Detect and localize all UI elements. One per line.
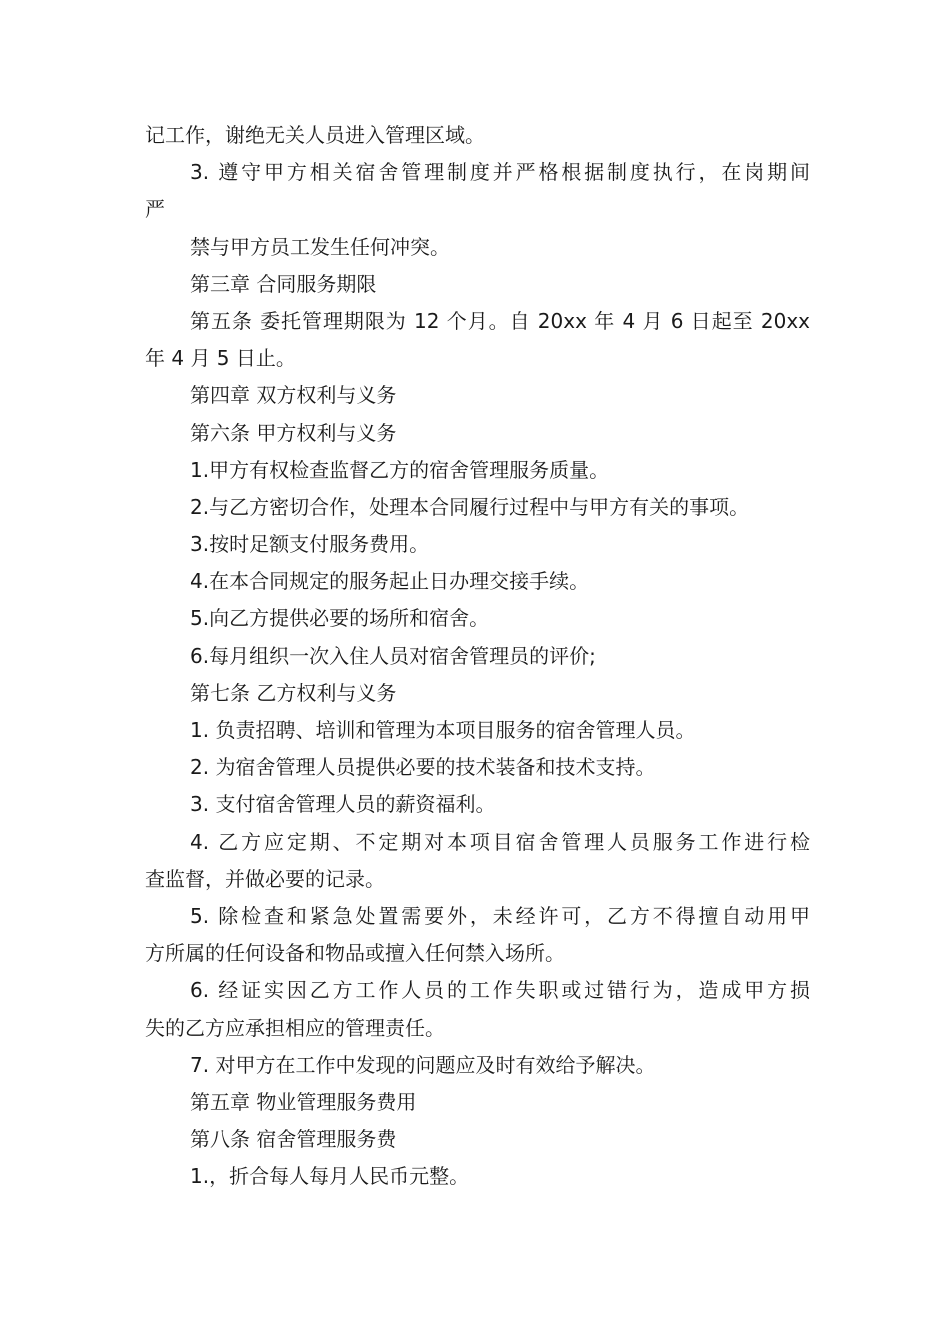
list-item: 6. 经证实因乙方工作人员的工作失职或过错行为，造成甲方损	[190, 978, 810, 1003]
document-body	[145, 117, 810, 1195]
list-item: 2. 为宿舍管理人员提供必要的技术装备和技术支持。	[190, 755, 656, 780]
list-item: 3.按时足额支付服务费用。	[190, 532, 430, 557]
article-heading: 第六条 甲方权利与义务	[190, 420, 397, 445]
list-item: 1. 负责招聘、培训和管理为本项目服务的宿舍管理人员。	[190, 718, 696, 742]
text-line: 查监督，并做必要的记录。	[145, 866, 385, 891]
list-item: 1.甲方有权检查监督乙方的宿舍管理服务质量。	[190, 457, 610, 482]
text-line: 严	[145, 197, 165, 222]
list-item: 7. 对甲方在工作中发现的问题应及时有效给予解决。	[190, 1052, 656, 1077]
text-line: 记工作，谢绝无关人员进入管理区域。	[145, 123, 485, 147]
list-item: 4. 乙方应定期、不定期对本项目宿舍管理人员服务工作进行检	[190, 829, 810, 854]
text-line: 方所属的任何设备和物品或擅入任何禁入场所。	[145, 941, 565, 966]
chapter-heading: 第五章 物业管理服务费用	[190, 1089, 417, 1114]
list-item: 6.每月组织一次入住人员对宿舍管理员的评价;	[190, 643, 596, 668]
article-heading: 第八条 宿舍管理服务费	[190, 1127, 397, 1152]
list-item: 4.在本合同规定的服务起止日办理交接手续。	[190, 569, 590, 594]
text-line: 失的乙方应承担相应的管理责任。	[145, 1015, 445, 1040]
list-item: 3. 支付宿舍管理人员的薪资福利。	[190, 792, 496, 817]
text-line: 禁与甲方员工发生任何冲突。	[190, 234, 450, 259]
text-line: 3. 遵守甲方相关宿舍管理制度并严格根据制度执行，在岗期间	[190, 160, 810, 185]
article-heading: 第七条 乙方权利与义务	[190, 680, 397, 705]
list-item: 5. 除检查和紧急处置需要外，未经许可，乙方不得擅自动用甲	[190, 903, 810, 928]
list-item: 1.，折合每人每月人民币元整。	[190, 1164, 470, 1189]
list-item: 5.向乙方提供必要的场所和宿舍。	[190, 606, 490, 631]
chapter-heading: 第四章 双方权利与义务	[190, 383, 397, 408]
text-line: 第五条 委托管理期限为 12 个月。自 20xx 年 4 月 6 日起至 20xx	[190, 308, 810, 333]
chapter-heading: 第三章 合同服务期限	[190, 271, 377, 296]
list-item: 2.与乙方密切合作，处理本合同履行过程中与甲方有关的事项。	[190, 494, 750, 519]
text-line: 年 4 月 5 日止。	[145, 346, 296, 371]
